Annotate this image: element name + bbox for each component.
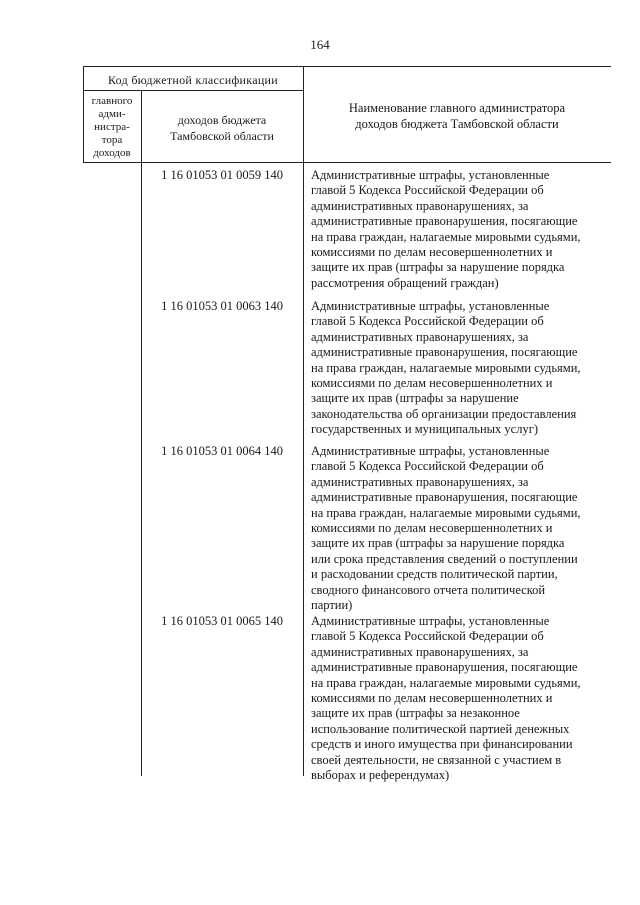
row-code: 1 16 01053 01 0059 140 bbox=[161, 168, 283, 182]
table-top-border bbox=[83, 66, 611, 67]
row-description: Административные штрафы, установленные главой 5 Кодекса Российской Федерации об административных правонарушениях, за административные правонарушения, посягающие на права граждан, налагаемые мировыми судьями, комиссиями по делам несовершеннолетних и защите их прав (штрафы за незаконное использование политической партией денежных средств и иного имущества при финансировании своей деятельности, не связанной с участием в выборах и референдумах) bbox=[311, 614, 581, 783]
row-code: 1 16 01053 01 0065 140 bbox=[161, 614, 283, 628]
row-code: 1 16 01053 01 0063 140 bbox=[161, 299, 283, 313]
header-income: доходов бюджета Тамбовской области bbox=[170, 113, 274, 143]
row-description: Административные штрафы, установленные главой 5 Кодекса Российской Федерации об административных правонарушениях, за административные правонарушения, посягающие на права граждан, налагаемые мировыми судьями, комиссиями по делам несовершеннолетних и защите их прав (штрафы за нарушение порядка рассмотрения обращений граждан) bbox=[311, 168, 581, 290]
header-bottom-border bbox=[83, 162, 611, 163]
code-header-divider bbox=[83, 90, 303, 91]
row-description: Административные штрафы, установленные главой 5 Кодекса Российской Федерации об административных правонарушениях, за административные правонарушения, посягающие на права граждан, налагаемые мировыми судьями, комиссиями по делам несовершеннолетних и защите их прав (штрафы за нарушение порядка или срока представления сведений о поступлении и расходовании средств политической партии, сводного финансового отчета политической партии) bbox=[311, 444, 581, 613]
header-code-classification: Код бюджетной классификации bbox=[107, 73, 279, 87]
admin-column-divider bbox=[141, 90, 142, 776]
row-code: 1 16 01053 01 0064 140 bbox=[161, 444, 283, 458]
page-number: 164 bbox=[310, 37, 330, 52]
row-description: Административные штрафы, установленные главой 5 Кодекса Российской Федерации об административных правонарушениях, за административные правонарушения, посягающие на права граждан, налагаемые мировыми судьями, комиссиями по делам несовершеннолетних и защите их прав (штрафы за нарушение законодательства об организации предоставления государственных и муниципальных услуг) bbox=[311, 299, 581, 437]
header-main-admin: главного адми- нистра- тора доходов bbox=[91, 95, 133, 159]
header-admin-name: Наименование главного администратора доходов бюджета Тамбовской области bbox=[348, 101, 566, 131]
name-column-divider bbox=[303, 66, 304, 776]
